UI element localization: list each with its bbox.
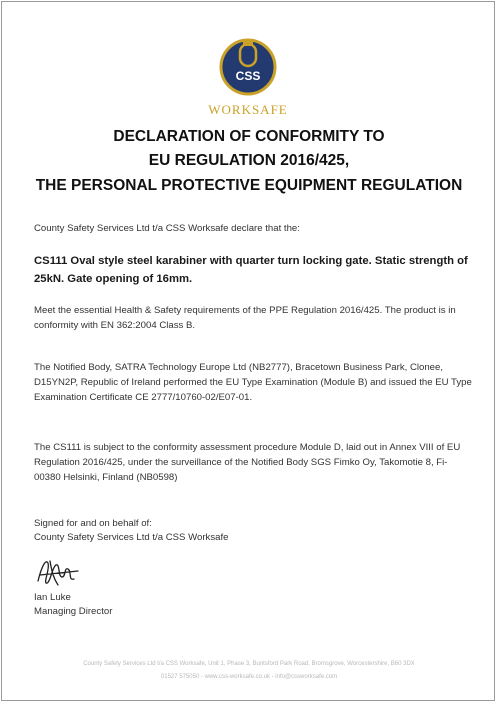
title-line-2: EU REGULATION 2016/425, (148, 152, 350, 169)
signatory-role: Managing Director (34, 606, 113, 617)
notified-body-text: The Notified Body, SATRA Technology Europe Ltd (NB2777), Bracetown Business Park, Clonee, D15YN2P, Republic of Ireland performed the EU Type Examination (Module B) and issued the EU Type Examination Certificate CE 2777/10760-02/E07-01. (34, 362, 472, 403)
footer-address: County Safety Services Ltd t/a CSS Worksafe, Unit 1, Phase 3, Buntsford Park Road, Bromsgrove, Worcestershire, B60 3DX (83, 661, 415, 667)
signatory-name: Ian Luke (34, 592, 71, 603)
handwritten-signature (34, 555, 84, 589)
signoff-line-2: County Safety Services Ltd t/a CSS Worksafe (34, 532, 229, 543)
logo-initials: CSS (235, 69, 261, 83)
product-description: CS111 Oval style steel karabiner with quarter turn locking gate. Static strength of 25kN. Gate opening of 16mm. (34, 255, 468, 285)
css-worksafe-logo (208, 30, 288, 120)
logo-name: WORKSAFE (208, 102, 288, 117)
intro-text: County Safety Services Ltd t/a CSS Worksafe declare that the: (34, 223, 300, 234)
procedure-text: The CS111 is subject to the conformity assessment procedure Module D, laid out in Annex VIII of EU Regulation 2016/425, under the surveillance of the Notified Body SGS Fimko Oy, Takomotie 8, Fi-00380 Helsinki, Finland (NB0598) (34, 442, 461, 483)
signoff-line-1: Signed for and on behalf of: (34, 518, 152, 529)
requirements-text: Meet the essential Health & Safety requirements of the PPE Regulation 2016/425. The product is in conformity with EN 362:2004 Class B. (34, 305, 456, 331)
title-line-1: DECLARATION OF CONFORMITY TO (113, 128, 385, 145)
footer-contact: 01527 575050 - www.css-worksafe.co.uk - info@cssworksafe.com (160, 674, 338, 680)
title-line-3: THE PERSONAL PROTECTIVE EQUIPMENT REGULATION (35, 177, 463, 194)
